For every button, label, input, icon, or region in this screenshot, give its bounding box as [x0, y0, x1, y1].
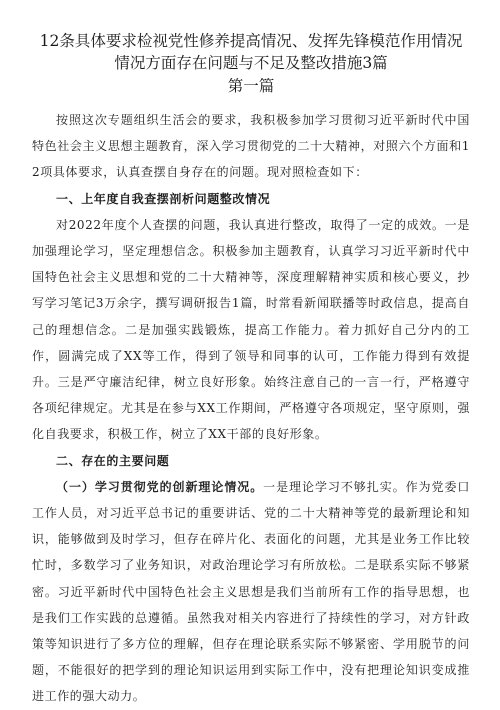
document-title: 12条具体要求检视党性修养提高情况、发挥先锋模范作用情况情况方面存在问题与不足及整改措施3篇 — [39, 32, 463, 72]
intro-paragraph: 按照这次专题组织生活会的要求，我积极参加学习贯彻习近平新时代中国特色社会主义思想主题教育，深入学习贯彻党的二十大精神，对照六个方面和12项具体要求，认真查摆自身存在的问题。现对照检查如下： — [32, 113, 470, 180]
section-heading-1: 一、上年度自我查摆剖析问题整改情况 — [56, 191, 271, 206]
section-heading-2: 二、存在的主要问题 — [56, 453, 170, 468]
subsection-body: 一是理论学习不够扎实。作为党委口工作人员，对习近平总书记的重要讲话、党的二十大精神等党的最新理论和知识，能够做到及时学习，但存在碎片化、表面化的问题，尤其是业务工作比较忙时，多数学习了业务知识，对政治理论学习有所放松。二是联系实际不够紧密。习近平新时代中国特色社会主义思想是我们当前所有工作的指导思想，也是我们工作实践的总遵循。虽然我对相关内容进行了持续性的学习，对方针政策等知识进行了多方位的理解，但存在理论联系实际不够紧密、学用脱节的问题，不能很好的把学到的理论知识运用到实际工作中，没有把理论知识变成推进工作的强大动力。 — [32, 479, 470, 704]
section-2-paragraph — [32, 474, 470, 710]
section-1-paragraph: 对2022年度个人查摆的问题，我认真进行整改，取得了一定的成效。一是加强理论学习，坚定理想信念。积极参加主题教育，认真学习习近平新时代中国特色社会主义思想和党的二十大精神等，深度理解精神实质和核心要义，抄写学习笔记3万余字，撰写调研报告1篇，时常看新闻联播等时政信息，提高自己的理想信念。二是加强实践锻炼，提高工作能力。着力抓好自己分内的工作，圆满完成了XX等工作，得到了领导和同事的认可，工作能力得到有效提升。三是严守廉洁纪律，树立良好形象。始终注意自己的一言一行，严格遵守各项纪律规定。尤其是在参与XX工作期间，严格遵守各项规定，坚守原则，强化自我要求，积极工作，树立了XX干部的良好形象。 — [32, 217, 470, 442]
subsection-heading: （一）学习贯彻党的创新理论情况。 — [56, 479, 264, 494]
document-subtitle: 第一篇 — [227, 77, 275, 95]
